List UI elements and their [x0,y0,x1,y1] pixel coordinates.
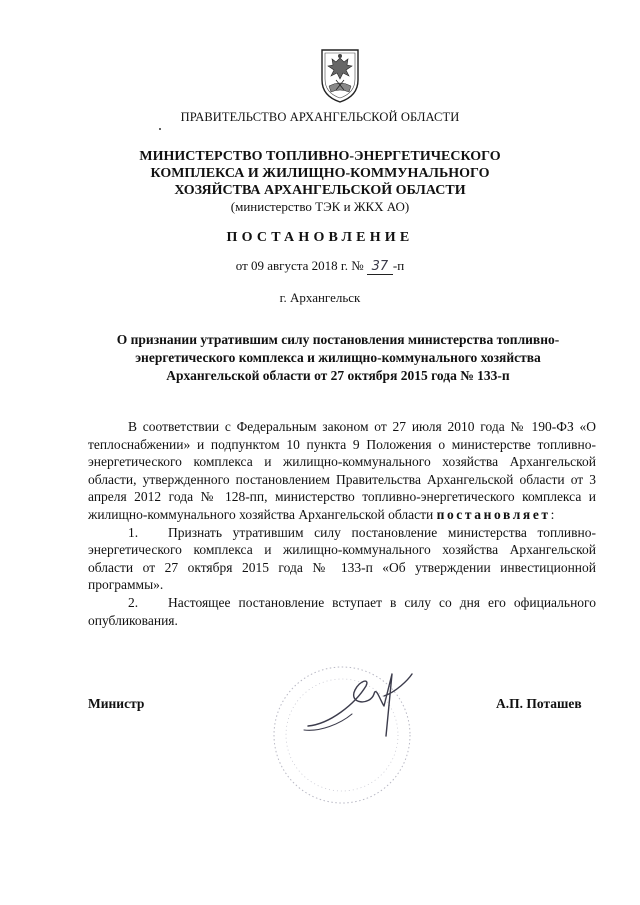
ministry-line-3: ХОЗЯЙСТВА АРХАНГЕЛЬСКОЙ ОБЛАСТИ [174,183,466,198]
document-date-number [0,258,640,275]
document-body [88,418,596,629]
signatory-name: А.П. Поташев [496,696,582,711]
ministry-line-1: МИНИСТЕРСТВО ТОПЛИВНО-ЭНЕРГЕТИЧЕСКОГО [139,149,501,164]
item-text: Признать утратившим силу постановление министерства топливно-энергетического комплекса и жилищно-коммунального хозяйства Архангельской области от 27 октября 2015 года № 133-п «Об утверждении инвестиционной программы». [88,524,596,593]
scan-mark [159,128,161,130]
city: г. Архангельск [279,290,361,305]
list-item [88,524,596,594]
date-prefix: от 09 августа 2018 г. № [235,258,364,273]
number-suffix: -п [392,258,405,273]
document-number: 37 [367,259,393,275]
document-title: О признании утратившим силу постановления министерства топливно-энергетического комплекса и жилищно-коммунального хозяйства Архангельской области от 27 октября 2015 года № 133-п [116,332,560,383]
item-number: 2. [128,594,139,610]
preamble-text: В соответствии с Федеральным законом от 27 июля 2010 года № 190-ФЗ «О теплоснабжении» и подпунктом 10 пункта 9 Положения о министерстве топливно-энергетического комплекса и жилищно-коммунального хозяйства Архангельской области, утвержденного постановлением Правительства Архангельской области от 3 апреля 2012 года № 128-пп, министерство топливно-энергетического комплекса и жилищно-коммунального хозяйства Архангельской области [88,419,596,522]
decrees-word: постановляет [436,506,551,522]
document-type: ПОСТАНОВЛЕНИЕ [226,230,414,245]
preamble-paragraph [88,418,596,524]
item-number: 1. [128,524,139,540]
handwritten-signature [300,666,420,746]
decrees-colon: : [550,506,555,522]
coat-of-arms-emblem [316,46,364,104]
list-item [88,594,596,629]
ministry-short-name: (министерство ТЭК и ЖКХ АО) [230,199,410,214]
government-name: ПРАВИТЕЛЬСТВО АРХАНГЕЛЬСКОЙ ОБЛАСТИ [180,110,460,124]
signatory-position: Министр [88,696,145,711]
ministry-line-2: КОМПЛЕКСА И ЖИЛИЩНО-КОММУНАЛЬНОГО [150,166,490,181]
ministry-name [0,148,640,199]
item-text: Настоящее постановление вступает в силу со дня его официального опубликования. [88,594,596,628]
